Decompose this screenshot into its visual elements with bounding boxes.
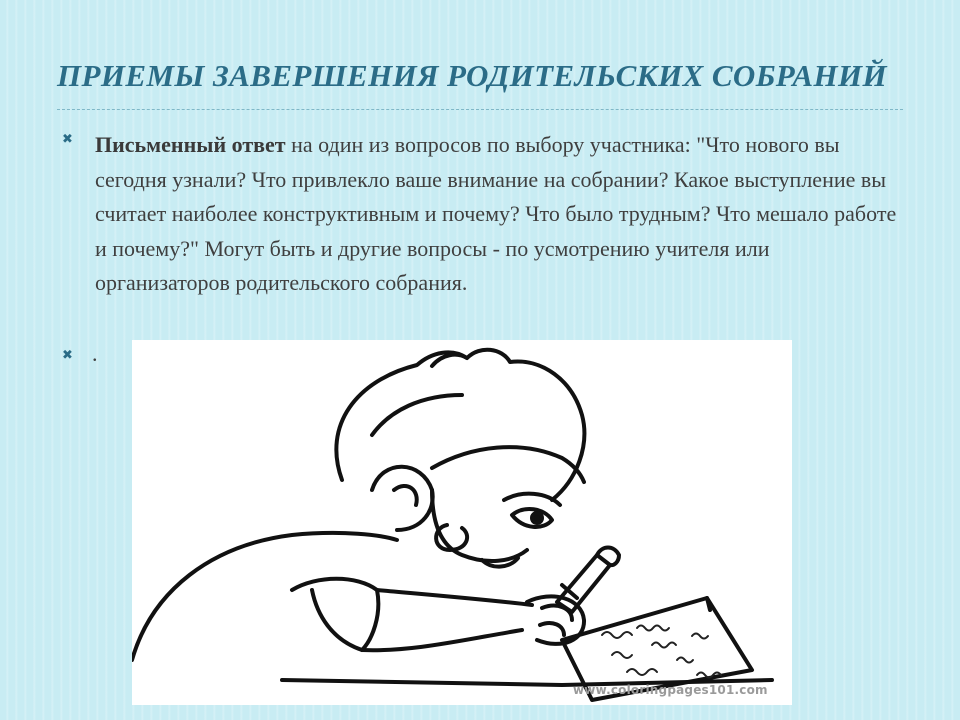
bullet-text <box>95 128 907 301</box>
handwriting <box>602 626 721 678</box>
bullet-body: на один из вопросов по выбору участника: "Что нового вы сегодня узнали? Что привлекло ваше внимание на собрании? Какое выступление вы считает наиболее конструктивным и почему? Что было трудным? Что мешало работе и почему?" Могут быть и другие вопросы - по усмотрению учителя или организаторов родительского собрания. <box>95 132 897 295</box>
title-divider <box>57 109 903 110</box>
pencil <box>557 555 610 612</box>
bullet-marker-icon: ✖ <box>62 348 73 363</box>
boy-writing-illustration <box>132 340 792 705</box>
hair-outline <box>336 350 584 500</box>
bullet-text-dot: . <box>92 341 98 366</box>
bullet-marker-icon: ✖ <box>62 132 73 147</box>
bullet-bold-lead: Письменный ответ <box>95 132 286 157</box>
torso <box>132 533 397 660</box>
slide-title: ПРИЕМЫ ЗАВЕРШЕНИЯ РОДИТЕЛЬСКИХ СОБРАНИЙ <box>57 58 888 93</box>
image-watermark: www.coloringpages101.com <box>573 683 768 697</box>
boy-writing-drawing <box>132 340 792 705</box>
sleeve <box>292 579 378 650</box>
ear <box>372 467 433 530</box>
